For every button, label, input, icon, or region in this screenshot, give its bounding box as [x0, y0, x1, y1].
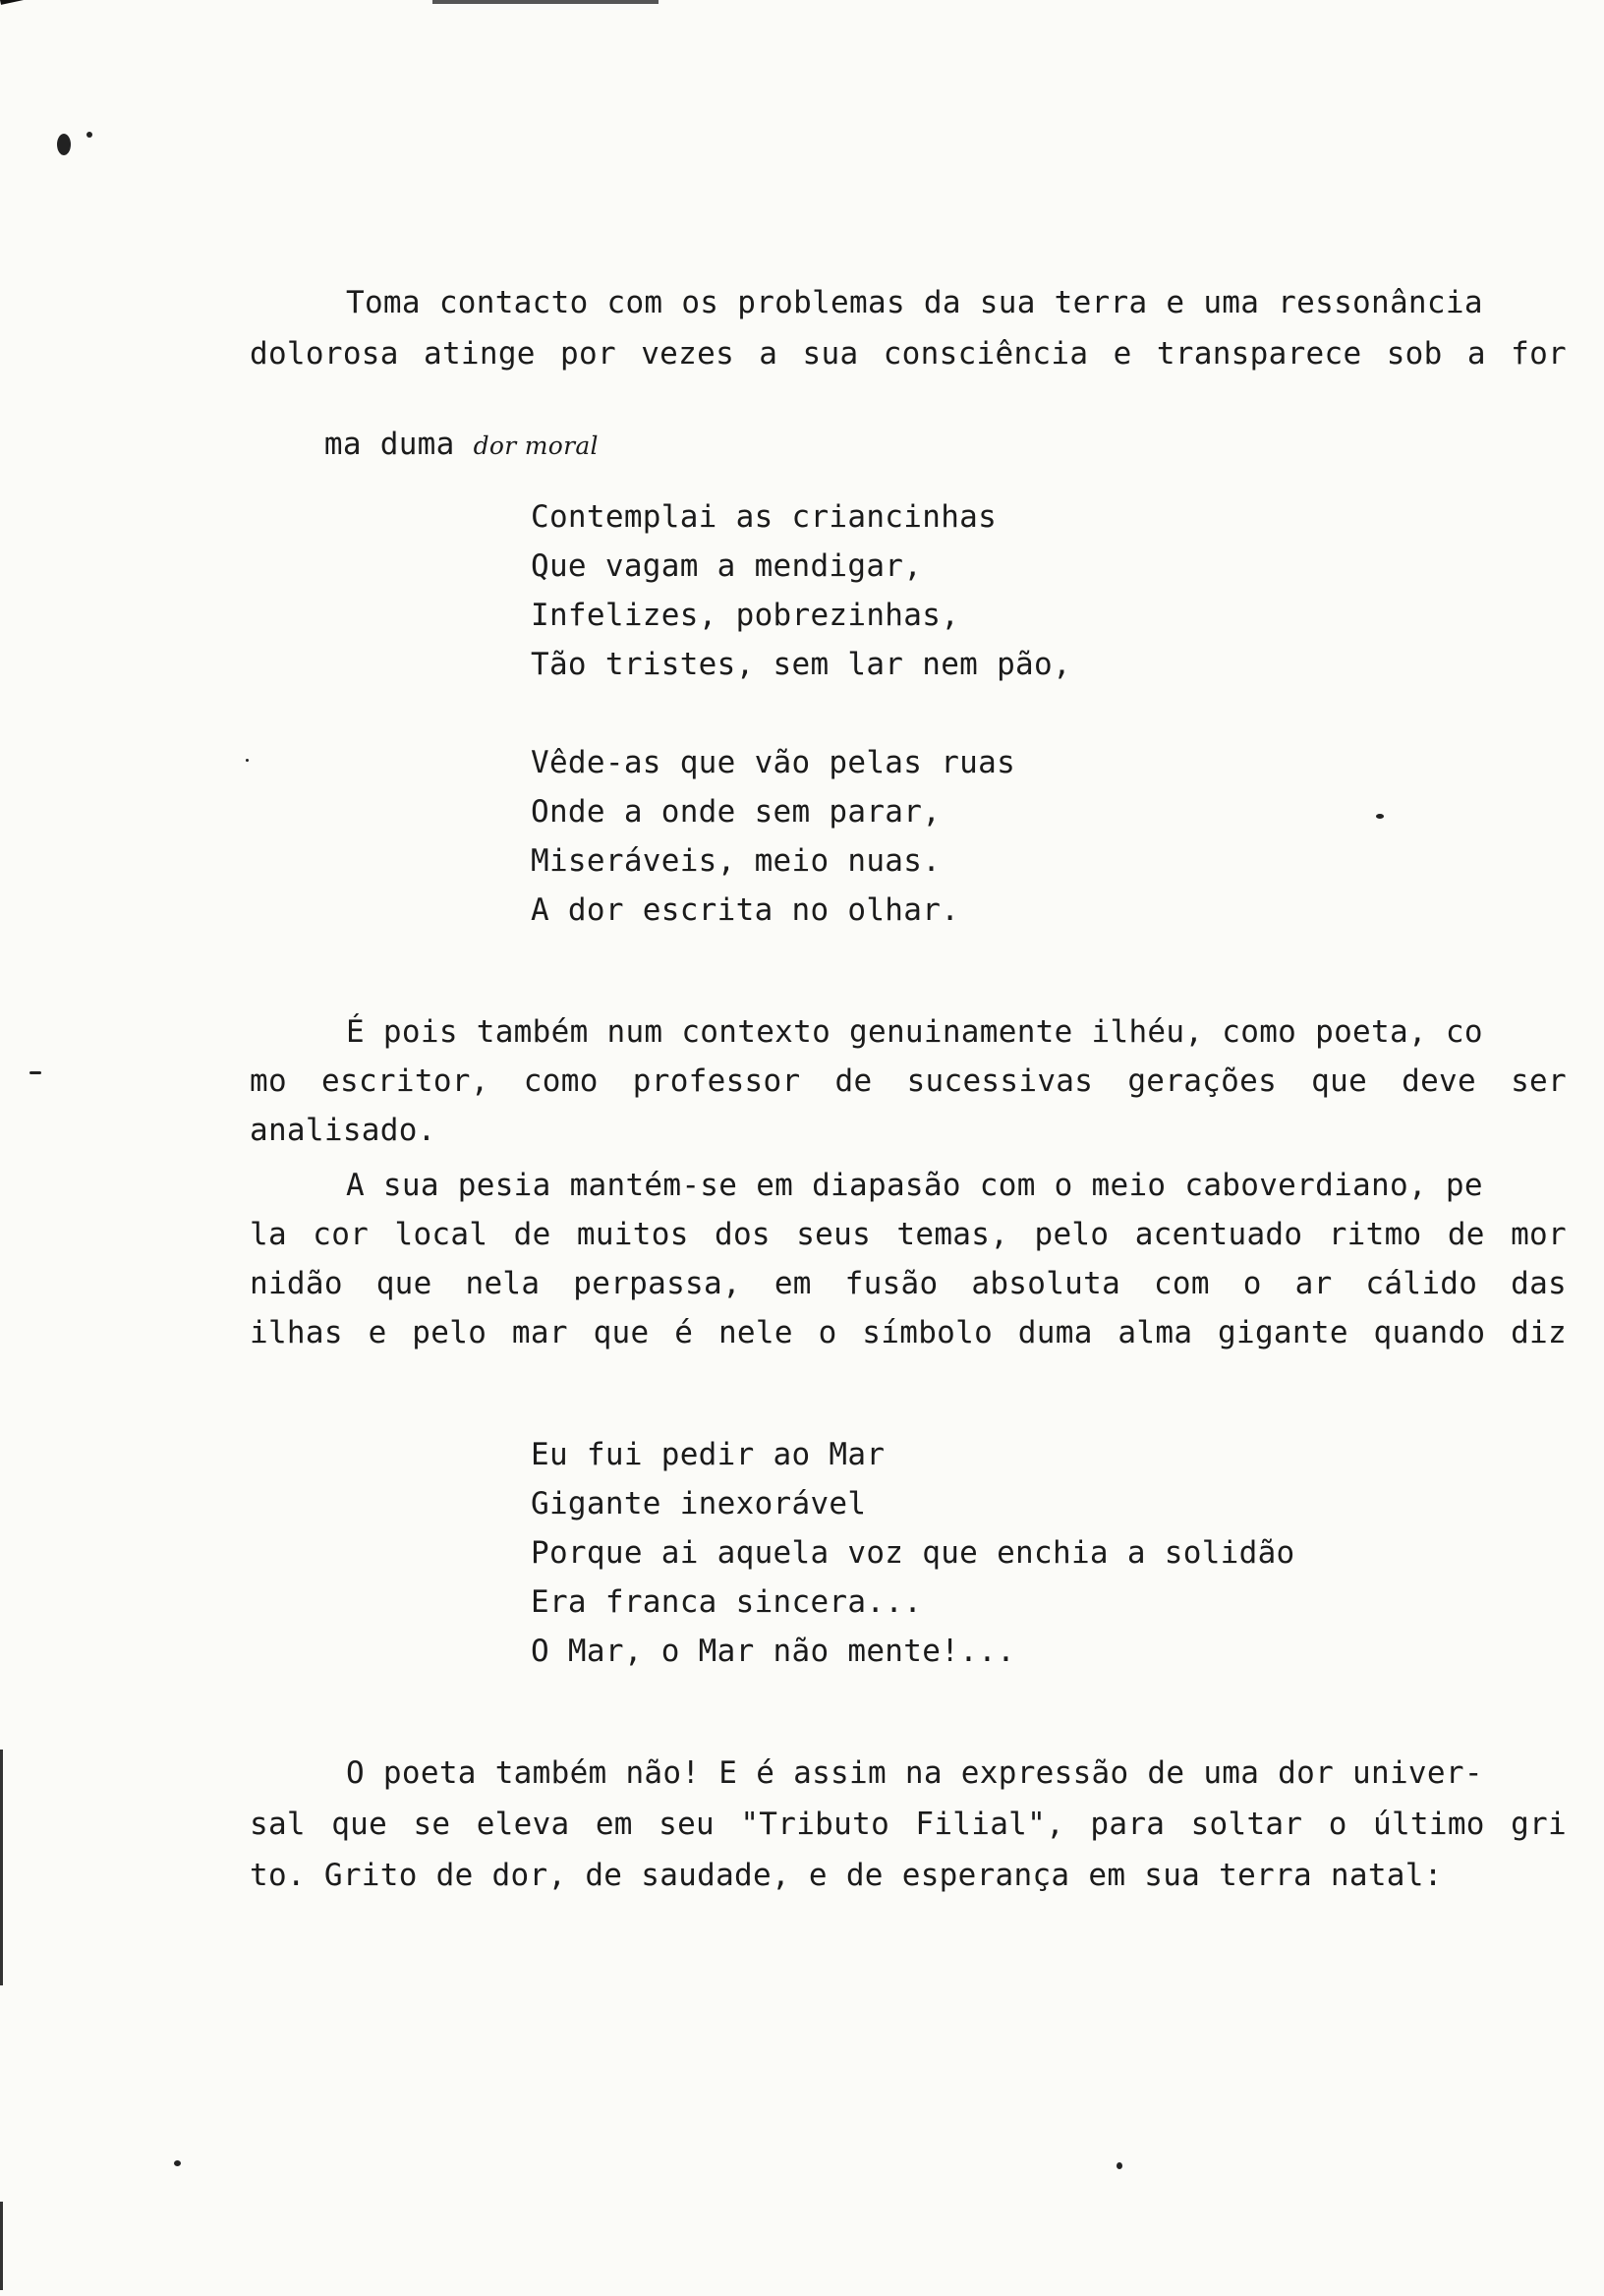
scan-edge-top [432, 0, 659, 4]
paragraph-1-line-1: Toma contacto com os problemas da sua terra e uma ressonância [346, 285, 1483, 320]
poem-1-line: Infelizes, pobrezinhas, [531, 598, 960, 633]
paragraph-3-line-2: la cor local de muitos dos seus temas, pelo acentuado ritmo de mor [250, 1217, 1567, 1252]
scan-edge-top-left [0, 0, 39, 5]
poem-2-line: Porque ai aquela voz que enchia a solidão [531, 1535, 1295, 1571]
poem-2-line: O Mar, o Mar não mente!... [531, 1634, 1016, 1669]
paragraph-1-line-3-text: ma duma [323, 427, 474, 462]
paragraph-3-line-1: A sua pesia mantém-se em diapasão com o meio caboverdiano, pe [346, 1168, 1483, 1203]
poem-2-line: Gigante inexorável [531, 1486, 867, 1521]
paragraph-4-line-1: O poeta também não! E é assim na expressão de uma dor univer- [346, 1755, 1483, 1791]
handwritten-annotation: dor moral [473, 431, 599, 460]
scan-edge-left [0, 1750, 3, 1985]
paragraph-1-line-3 [250, 385, 599, 505]
paragraph-1-line-2: dolorosa atinge por vezes a sua consciência e transparece sob a for [250, 336, 1567, 372]
ink-dot [1376, 814, 1384, 819]
ink-dot [1117, 2162, 1122, 2169]
ink-dot [246, 759, 249, 762]
paragraph-3-line-4: ilhas e pelo mar que é nele o símbolo duma alma gigante quando diz [250, 1315, 1567, 1350]
ink-dot [174, 2160, 181, 2166]
paragraph-3-line-3: nidão que nela perpassa, em fusão absoluta com o ar cálido das [250, 1266, 1567, 1301]
poem-1-line: Que vagam a mendigar, [531, 548, 923, 584]
poem-1-line: Vêde-as que vão pelas ruas [531, 745, 1016, 780]
scan-edge-left-bottom [0, 2202, 3, 2290]
ink-dot [86, 132, 92, 138]
paragraph-2-line-2: mo escritor, como professor de sucessivas gerações que deve ser [250, 1063, 1567, 1099]
poem-1-line: Onde a onde sem parar, [531, 794, 942, 830]
ink-blot [57, 134, 71, 155]
poem-1-line: Contemplai as criancinhas [531, 499, 998, 535]
ink-dot [29, 1071, 41, 1074]
poem-2-line: Eu fui pedir ao Mar [531, 1437, 886, 1472]
paragraph-4-line-2: sal que se eleva em seu "Tributo Filial", para soltar o último gri [250, 1807, 1567, 1842]
poem-1-line: Miseráveis, meio nuas. [531, 843, 942, 879]
poem-1-line: A dor escrita no olhar. [531, 892, 960, 928]
poem-2-line: Era franca sincera... [531, 1584, 923, 1620]
poem-1-line: Tão tristes, sem lar nem pão, [531, 647, 1071, 682]
paragraph-2-line-3: analisado. [250, 1113, 436, 1148]
paragraph-4-line-3: to. Grito de dor, de saudade, e de esperança em sua terra natal: [250, 1858, 1443, 1893]
paragraph-2-line-1: É pois também num contexto genuinamente ilhéu, como poeta, co [346, 1014, 1483, 1050]
